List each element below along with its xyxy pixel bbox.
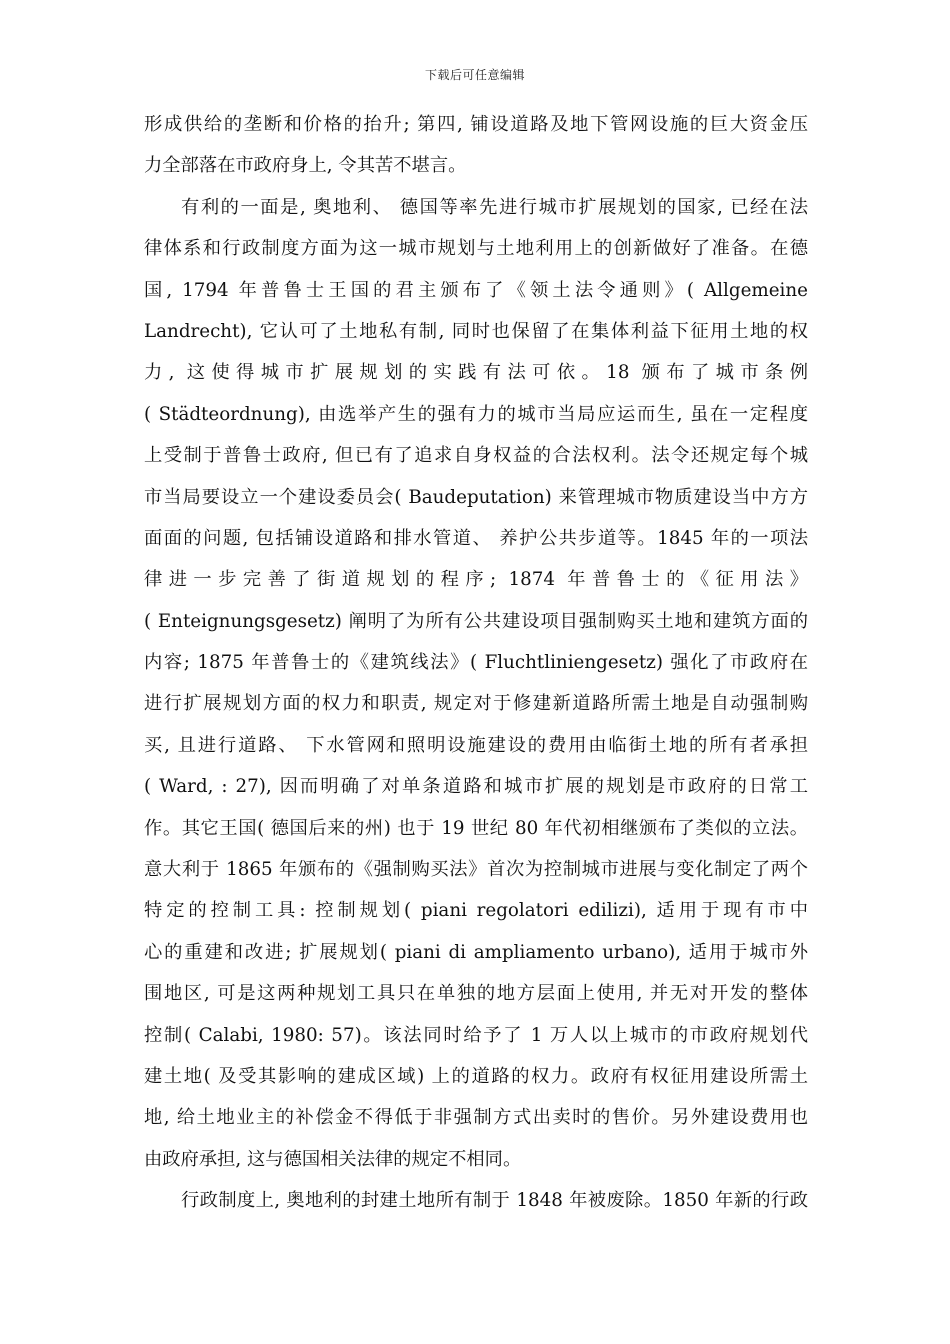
paragraph xyxy=(144,104,808,187)
text-line: 国, 1794 年普鲁士王国的君主颁布了《领土法令通则》( Allgemeine xyxy=(144,279,808,301)
text-line: 买, 且进行道路、 下水管网和照明设施建设的费用由临街土地的所有者承担 xyxy=(144,734,808,756)
text-line: Landrecht), 它认可了土地私有制, 同时也保留了在集体利益下征用土地的权 xyxy=(144,320,808,342)
page-header: 下载后可任意编辑 xyxy=(424,68,525,82)
text-line: 律体系和行政制度方面为这一城市规划与土地利用上的创新做好了准备。在德 xyxy=(144,238,808,260)
text-line: ( Ward, : 27), 因而明确了对单条道路和城市扩展的规划是市政府的日常工 xyxy=(144,776,808,798)
text-line: 围地区, 可是这两种规划工具只在单独的地方层面上使用, 并无对开发的整体 xyxy=(144,983,808,1005)
body-text xyxy=(144,104,808,1222)
text-line: 力, 这使得城市扩展规划的实践有法可依。18 颁布了城市条例 xyxy=(144,362,808,384)
paragraph xyxy=(144,1180,808,1221)
text-line: 力全部落在市政府身上, 令其苦不堪言。 xyxy=(144,155,467,177)
text-line: 由政府承担, 这与德国相关法律的规定不相同。 xyxy=(144,1148,522,1170)
text-line: 控制( Calabi, 1980: 57)。该法同时给予了 1 万人以上城市的市政府规划代 xyxy=(144,1024,808,1046)
text-line: 律进一步完善了街道规划的程序; 1874 年普鲁士的《征用法》 xyxy=(144,569,808,591)
text-line: 面面的问题, 包括铺设道路和排水管道、 养护公共步道等。1845 年的一项法 xyxy=(144,527,808,549)
text-line: 市当局要设立一个建设委员会( Baudeputation) 来管理城市物质建设当中方方 xyxy=(144,486,808,508)
text-line: ( Städteordnung), 由选举产生的强有力的城市当局应运而生, 虽在一定程度 xyxy=(144,403,808,425)
text-line: 特定的控制工具: 控制规划( piani regolatori edilizi), 适用于现有市中 xyxy=(144,900,808,922)
text-line: 作。其它王国( 德国后来的州) 也于 19 世纪 80 年代初相继颁布了类似的立法。 xyxy=(144,817,808,839)
paragraph xyxy=(144,187,808,1180)
text-line: 有利的一面是, 奥地利、 德国等率先进行城市扩展规划的国家, 已经在法 xyxy=(181,196,808,218)
text-line: 地, 给土地业主的补偿金不得低于非强制方式出卖时的售价。另外建设费用也 xyxy=(144,1107,808,1129)
text-line: 行政制度上, 奥地利的封建土地所有制于 1848 年被废除。1850 年新的行政 xyxy=(181,1190,808,1212)
text-line: 形成供给的垄断和价格的抬升; 第四, 铺设道路及地下管网设施的巨大资金压 xyxy=(144,114,808,135)
text-line: ( Enteignungsgesetz) 阐明了为所有公共建设项目强制购买土地和建筑方面的 xyxy=(144,610,808,632)
text-line: 进行扩展规划方面的权力和职责, 规定对于修建新道路所需土地是自动强制购 xyxy=(144,693,808,715)
text-line: 内容; 1875 年普鲁士的《建筑线法》( Fluchtliniengesetz) 强化了市政府在 xyxy=(144,652,808,674)
text-line: 意大利于 1865 年颁布的《强制购买法》首次为控制城市进展与变化制定了两个 xyxy=(144,859,808,881)
text-line: 建土地( 及受其影响的建成区域) 上的道路的权力。政府有权征用建设所需土 xyxy=(144,1065,808,1087)
text-line: 心的重建和改进; 扩展规划( piani di ampliamento urbano), 适用于城市外 xyxy=(144,941,808,963)
text-line: 上受制于普鲁士政府, 但已有了追求自身权益的合法权利。法令还规定每个城 xyxy=(144,445,808,467)
